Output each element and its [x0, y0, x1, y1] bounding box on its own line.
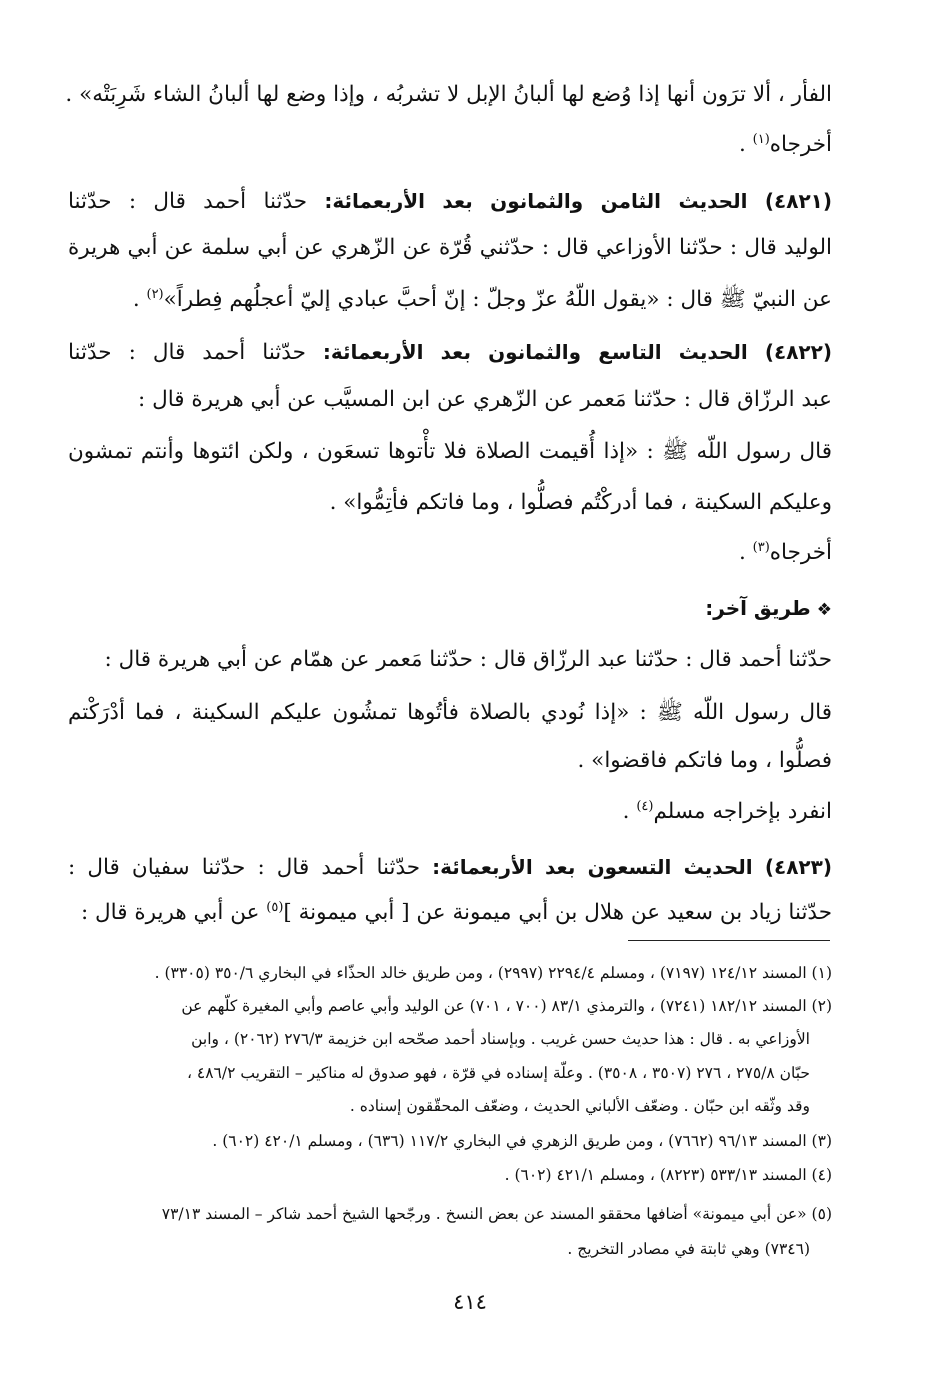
text-line [68, 797, 832, 827]
footnote-cont: الأوزاعي به . قال : هذا حديث حسن غريب . وبإسناد أحمد صحّحه ابن خزيمة ٢٧٦/٣ (٢٠٦٢) ، وابن [191, 1030, 810, 1048]
footnote: (٢) المسند ١٨٢/١٢ (٧٢٤١) ، والترمذي ٨٣/١ (٧٠٠ ، ٧٠١) عن الوليد وأبي عاصم وأبي المغيرة كلّهم عن [181, 997, 832, 1015]
end-dot: . [622, 799, 637, 824]
text-line [68, 538, 832, 568]
hadith-header-tail: حدّثنا أحمد قال : حدّثنا سفيان قال : [68, 855, 421, 880]
footnote-cont: وقد وثّقه ابن حبّان . وضعّف الألباني الحديث ، وضعّف المحقّقون إسناده . [349, 1097, 810, 1115]
hadith-heading: (٤٨٢٢) الحديث التاسع والثمانون بعد الأربعمائة: [322, 340, 832, 364]
text-line-body: عن النبيّ ﷺ قال : «يقول اللّهُ عزّ وجلّ : إنّ أحبَّ عبادي إليّ أعجلُهم فِطراً» [163, 287, 832, 312]
hadith-header-4821 [68, 186, 832, 217]
hadith-header-tail: حدّثنا أحمد قال : حدّثنا [68, 340, 306, 365]
footnote-ref: (١) [752, 131, 770, 147]
subheading: طريق آخر: [705, 596, 811, 620]
text-line-body: عن أبي هريرة قال : [80, 900, 260, 925]
text-line: قال رسول اللّه ﷺ : «إذا نُودي بالصلاة فأتُوها تمشُون عليكم السكينة ، فما أدْرَكْتم [68, 700, 832, 725]
footnote: (٥) «عن أبي ميمونة» أضافها محققو المسند عن بعض النسخ . ورجّحها الشيخ أحمد شاكر – المسند ٧٣/١٣ [161, 1205, 832, 1223]
text-line: الوليد قال : حدّثنا الأوزاعي قال : حدّثني قُرّة عن الزّهري عن أبي سلمة عن أبي هريرة [68, 235, 832, 260]
end-dot: . [738, 132, 753, 157]
footnote-ref: (٣) [752, 539, 770, 555]
footnote-cont: (٧٣٤٦) وهي ثابتة في مصادر التخريج . [567, 1240, 810, 1258]
footnote-ref: (٤) [636, 798, 654, 814]
text-line [68, 285, 832, 315]
text-line [68, 130, 832, 160]
end-dot: . [738, 540, 753, 565]
footnote: (١) المسند ١٢٤/١٢ (٧١٩٧) ، ومسلم ٢٢٩٤/٤ (٢٩٩٧) ، ومن طريق خالد الحذّاء في البخاري ٣٥٠/٦ (٣٣٠٥) . [154, 964, 832, 982]
text-line: قال رسول اللّه ﷺ : «إذا أُقيمت الصلاة فلا تأْتوها تسعَون ، ولكن ائتوها وأنتم تمشون [68, 439, 832, 464]
page-number: ٤١٤ [453, 1290, 487, 1314]
hadith-heading: (٤٨٢١) الحديث الثامن والثمانون بعد الأربعمائة: [324, 189, 832, 213]
hadith-header-tail: حدّثنا أحمد قال : حدّثنا [68, 189, 308, 214]
text-line-body: أخرجاه [769, 132, 832, 157]
text-line: فصلُّوا ، وما فاتكم فاقضوا» . [577, 748, 832, 773]
footnote-cont: حبّان ٢٧٥/٨ ، ٢٧٦ (٣٥٠٧ ، ٣٥٠٨) . وعلّة إسناده في قرّة ، فهو صدوق له مناكير – التقريب ٤٨٦/٢ ، [186, 1064, 810, 1082]
footnote-separator [628, 940, 830, 941]
footnote: (٤) المسند ٥٣٣/١٣ (٨٢٢٣) ، ومسلم ٤٢١/١ (٦٠٢) . [504, 1166, 832, 1184]
hadith-header-4822 [68, 337, 832, 368]
text-line-body: حدّثنا زياد بن سعيد عن هلال بن أبي ميمونة عن [ أبي ميمونة ] [283, 900, 832, 925]
text-line [68, 898, 832, 928]
hadith-heading: (٤٨٢٣) الحديث التسعون بعد الأربعمائة: [432, 855, 832, 879]
footnote-ref: (٥) [266, 899, 284, 915]
diamond-bullet-icon: ❖ [816, 600, 832, 620]
text-line-body: أخرجاه [769, 540, 832, 565]
end-dot: . [132, 287, 147, 312]
text-line: حدّثنا أحمد قال : حدّثنا عبد الرزّاق قال : حدّثنا مَعمر عن همّام عن أبي هريرة قال : [104, 647, 832, 672]
footnote-ref: (٢) [146, 286, 164, 302]
text-line: الفأر ، ألا ترَون أنها إذا وُضع لها ألبانُ الإبل لا تشربُه ، وإذا وضع لها ألبانُ الشاء شَرِبَتْه» . [65, 82, 832, 107]
tariq-akhar-heading [68, 593, 832, 625]
hadith-header-4823 [68, 852, 832, 883]
text-line: عبد الرزّاق قال : حدّثنا مَعمر عن الزّهري عن ابن المسيَّب عن أبي هريرة قال : [138, 387, 832, 412]
footnote: (٣) المسند ٩٦/١٣ (٧٦٦٢) ، ومن طريق الزهري في البخاري ١١٧/٢ (٦٣٦) ، ومسلم ٤٢٠/١ (٦٠٢) . [212, 1132, 832, 1150]
text-line: وعليكم السكينة ، فما أدركْتُم فصلُّوا ، وما فاتكم فأتِمُّوا» . [329, 490, 832, 515]
text-line-body: انفرد بإخراجه مسلم [653, 799, 832, 824]
